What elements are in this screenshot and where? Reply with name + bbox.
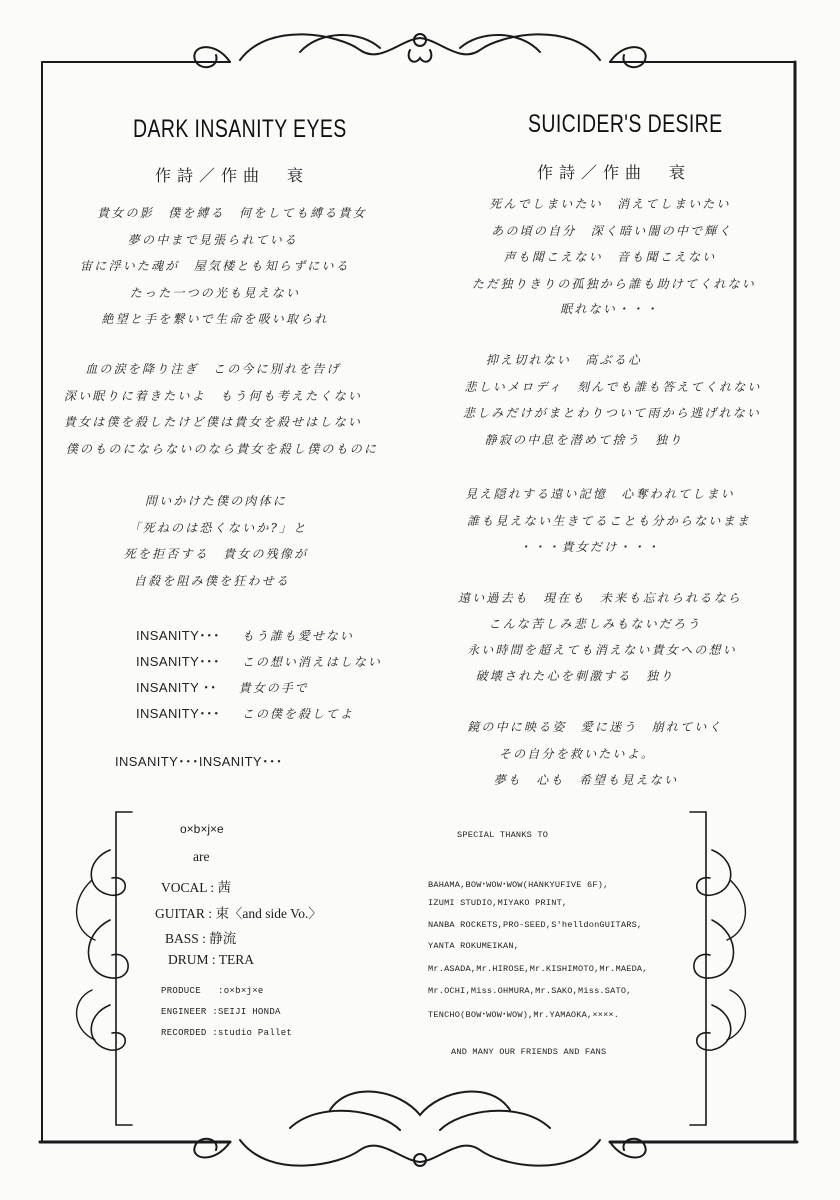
left-song-credit: 作詩／作曲 衰 — [154, 166, 310, 185]
right-lyric-line: その自分を救いたいよ。 — [498, 747, 656, 761]
right-lyric-line: 永い時間を超えても消えない貴女への想い — [467, 643, 737, 657]
thanks-line: Mr.ASADA,Mr.HIROSE,Mr.KISHIMOTO,Mr.MAEDA, — [428, 964, 648, 974]
left-lyric-line: 貴女の影 僕を縛る 何をしても縛る貴女 — [97, 206, 367, 220]
left-lyric-line: 宙に浮いた魂が 屋気楼とも知らずにいる — [80, 259, 350, 273]
thanks-line: YANTA ROKUMEIKAN, — [428, 941, 520, 951]
right-lyric-line: 抑え切れない 高ぶる心 — [485, 353, 643, 367]
right-lyric-line: 破壊された心を刺激する 独り — [475, 669, 675, 683]
left-lyric-line: 貴女は僕を殺したけど僕は貴女を殺せはしない — [63, 415, 363, 429]
staff-engineer: ENGINEER :SEIJI HONDA — [161, 1007, 281, 1017]
thanks-heading: SPECIAL THANKS TO — [457, 830, 549, 840]
insanity-line: INSANITY･･･ この僕を殺してよ — [136, 706, 354, 721]
right-song-title: SUICIDER'S DESIRE — [528, 110, 723, 138]
staff-recorded: RECORDED :studio Pallet — [161, 1028, 293, 1038]
left-lyric-line: 死を拒否する 貴女の残像が — [123, 547, 309, 561]
right-lyric-line: 声も聞こえない 音も聞こえない — [503, 250, 717, 264]
member-bass: BASS : 静流 — [165, 931, 237, 946]
member-guitar: GUITAR : 束〈and side Vo.〉 — [155, 906, 322, 921]
left-lyric-line: 問いかけた僕の肉体に — [144, 494, 288, 508]
insanity-line: INSANITY ･･ 貴女の手で — [136, 680, 309, 695]
insanity-closing: INSANITY･･･INSANITY･･･ — [115, 754, 283, 769]
right-lyric-line: ただ独りきりの孤独から誰も助けてくれない — [471, 277, 757, 291]
left-song-title: DARK INSANITY EYES — [133, 115, 347, 143]
left-lyric-line: 「死ねのは恐くないか?」と — [128, 521, 308, 535]
right-lyric-line: 夢も 心も 希望も見えない — [493, 773, 679, 787]
thanks-line: Mr.OCHI,Miss.OHMURA,Mr.SAKO,Miss.SATO, — [428, 986, 632, 996]
left-lyric-line: 自殺を阻み僕を狂わせる — [133, 574, 291, 588]
left-lyric-line: 絶望と手を繋いで生命を吸い取られ — [101, 312, 329, 326]
thanks-line: NANBA ROCKETS,PRO-SEED,S'helldonGUITARS, — [428, 920, 643, 930]
member-drum: DRUM : TERA — [168, 952, 255, 967]
right-lyric-line: 眠れない・・・ — [560, 302, 660, 316]
left-lyric-line: たった一つの光も見えない — [129, 286, 301, 300]
thanks-line: TENCHO(BOW･WOW･WOW),Mr.YAMAOKA,××××. — [428, 1010, 620, 1020]
right-lyric-line: 静寂の中息を潜めて捨う 独り — [484, 433, 684, 447]
right-lyric-line: こんな苦しみ悲しみもないだろう — [488, 617, 702, 631]
insanity-line: INSANITY･･･ もう誰も愛せない — [136, 628, 354, 643]
right-song-credit: 作詩／作曲 衰 — [536, 163, 692, 182]
left-lyric-line: 深い眠りに着きたいよ もう何も考えたくない — [63, 389, 363, 403]
left-lyric-line: 血の涙を降り注ぎ この今に別れを告げ — [85, 362, 341, 376]
left-lyric-line: 夢の中まで見張られている — [127, 233, 299, 247]
thanks-line: BAHAMA,BOW･WOW･WOW(HANKYUFIVE 6F), — [428, 880, 609, 890]
insanity-line: INSANITY･･･ この想い消えはしない — [136, 654, 382, 669]
left-lyric-line: 僕のものにならないのなら貴女を殺し僕のものに — [65, 442, 379, 456]
right-lyric-line: 死んでしまいたい 消えてしまいたい — [489, 197, 731, 211]
right-lyric-line: 見え隠れする遠い記憶 心奪われてしまい — [465, 487, 735, 501]
thanks-line: IZUMI STUDIO,MIYAKO PRINT, — [428, 898, 568, 908]
staff-produce: PRODUCE :o×b×j×e — [161, 986, 264, 996]
member-vocal: VOCAL : 茜 — [161, 880, 232, 895]
right-lyric-line: 悲しいメロディ 刻んでも誰も答えてくれない — [464, 380, 762, 394]
band-name: o×b×j×e — [180, 822, 224, 836]
right-lyric-line: 誰も見えない生きてることも分からないまま — [466, 514, 752, 528]
right-lyric-line: ・・・貴女だけ・・・ — [518, 540, 662, 554]
thanks-closing: AND MANY OUR FRIENDS AND FANS — [451, 1047, 607, 1057]
right-lyric-line: 鏡の中に映る姿 愛に迷う 崩れていく — [467, 720, 723, 734]
right-lyric-line: 遠い過去も 現在も 未来も忘れられるなら — [457, 591, 743, 605]
right-lyric-line: あの頃の自分 深く暗い闇の中で輝く — [491, 224, 733, 238]
right-lyric-line: 悲しみだけがまとわりついて雨から逃げれない — [462, 406, 762, 420]
band-are: are — [193, 849, 210, 864]
